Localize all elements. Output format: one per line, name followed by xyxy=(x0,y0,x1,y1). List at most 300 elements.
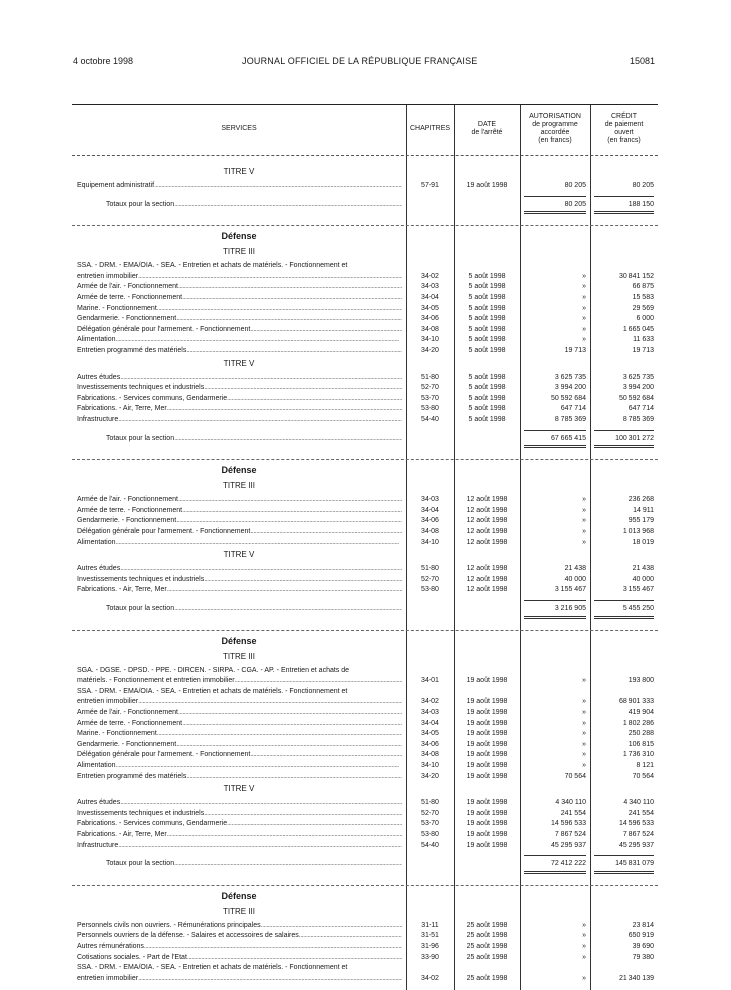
row-service-label: Entretien programmé des matériels ..... xyxy=(77,772,402,782)
row-autorisation: » xyxy=(582,751,586,759)
row-chapitre: 34-10 xyxy=(421,762,439,769)
table-row xyxy=(72,676,658,686)
row-credit: 6 000 xyxy=(636,315,654,323)
row-chapitre: 34-06 xyxy=(421,517,439,525)
table-row xyxy=(72,538,658,548)
row-chapitre: 34-04 xyxy=(421,719,439,727)
col-header-credit xyxy=(590,105,658,153)
total-rule xyxy=(524,430,586,431)
row-date: 12 août 1998 xyxy=(466,565,508,573)
row-autorisation: » xyxy=(582,315,586,323)
total-rule xyxy=(594,855,654,856)
total-rule xyxy=(594,196,654,197)
row-date: 5 août 1998 xyxy=(468,283,506,291)
row-date: 19 août 1998 xyxy=(466,182,508,189)
total-row xyxy=(72,859,658,869)
row-credit: 955 179 xyxy=(628,517,654,525)
row-date: 12 août 1998 xyxy=(466,575,508,583)
row-credit: 1 736 310 xyxy=(622,751,654,759)
row-chapitre: 34-02 xyxy=(421,974,439,982)
row-autorisation: » xyxy=(582,336,586,344)
row-date: 5 août 1998 xyxy=(468,315,506,323)
appropriations-table xyxy=(72,104,658,990)
row-date: 12 août 1998 xyxy=(466,517,508,525)
table-row xyxy=(72,687,658,697)
row-service-label: Armée de terre. - Fonctionnement ..... xyxy=(77,506,402,516)
row-chapitre: 34-04 xyxy=(421,506,439,514)
row-credit: 21 438 xyxy=(632,565,654,573)
table-row xyxy=(72,314,658,324)
table-row xyxy=(72,921,658,931)
row-credit: 70 564 xyxy=(632,772,654,780)
table-row xyxy=(72,564,658,574)
row-credit: 40 000 xyxy=(632,575,654,583)
col-auth-unit: (en francs) xyxy=(538,137,572,144)
row-chapitre: 34-04 xyxy=(421,294,439,301)
row-credit: 79 380 xyxy=(632,953,654,961)
page-header xyxy=(0,56,731,70)
titre-heading: TITRE V xyxy=(223,167,255,176)
row-service-label: Entretien programmé des matériels ..... xyxy=(77,346,402,356)
col-credit-sublabel: de paiement xyxy=(604,121,644,128)
row-date: 5 août 1998 xyxy=(468,347,506,354)
row-date: 5 août 1998 xyxy=(468,373,506,381)
row-date: 5 août 1998 xyxy=(468,394,506,402)
row-autorisation: 50 592 684 xyxy=(550,394,586,402)
titre-heading: TITRE V xyxy=(223,784,255,794)
row-service-label: Délégation générale pour l'armement. - Fonctionnement ..... xyxy=(77,527,402,537)
row-date: 19 août 1998 xyxy=(466,820,508,828)
row-date: 5 août 1998 xyxy=(468,294,506,301)
row-service-label: Alimentation ..... xyxy=(77,761,402,771)
row-credit: 7 867 524 xyxy=(622,831,654,838)
table-row xyxy=(72,798,658,808)
row-service-label: Armée de l'air. - Fonctionnement ..... xyxy=(77,708,402,718)
row-service-label: Autres études ..... xyxy=(77,373,402,383)
row-credit: 18 019 xyxy=(632,538,654,546)
row-date: 19 août 1998 xyxy=(466,677,508,685)
total-label: Totaux pour la section ..... xyxy=(106,434,402,444)
row-date: 5 août 1998 xyxy=(468,325,506,333)
row-service-label: Alimentation ..... xyxy=(77,538,402,548)
table-row xyxy=(72,585,658,595)
row-service-label: Fabrications. - Air, Terre, Mer ..... xyxy=(77,830,402,840)
table-row xyxy=(72,346,658,356)
row-chapitre: 33-90 xyxy=(421,953,439,961)
row-credit: 3 155 467 xyxy=(622,586,654,594)
row-chapitre: 51-80 xyxy=(421,373,439,381)
row-credit: 14 596 533 xyxy=(618,820,654,828)
row-chapitre: 53-70 xyxy=(421,820,439,828)
row-chapitre: 31-51 xyxy=(421,932,439,940)
row-date: 19 août 1998 xyxy=(466,841,508,849)
total-label: Totaux pour la section ..... xyxy=(106,604,402,614)
row-autorisation: » xyxy=(582,325,586,333)
table-row xyxy=(72,335,658,345)
total-autorisation: 3 216 905 xyxy=(554,605,586,612)
row-autorisation: » xyxy=(582,740,586,748)
row-chapitre: 53-70 xyxy=(421,394,439,402)
row-chapitre: 57-91 xyxy=(421,182,439,189)
table-row xyxy=(72,931,658,941)
row-autorisation: » xyxy=(582,272,586,280)
row-autorisation: » xyxy=(582,528,586,535)
row-service-label: Gendarmerie. - Fonctionnement ..... xyxy=(77,516,402,526)
section-heading: Défense xyxy=(221,890,257,901)
row-autorisation: » xyxy=(582,506,586,514)
table-row xyxy=(72,740,658,750)
row-service-label: Marine. - Fonctionnement ..... xyxy=(77,729,402,739)
row-autorisation: 4 340 110 xyxy=(555,799,586,807)
row-chapitre: 51-80 xyxy=(421,799,439,807)
row-credit: 11 633 xyxy=(633,336,654,344)
col-header-date xyxy=(454,105,520,153)
row-service-label: Infrastructure ..... xyxy=(77,415,402,425)
row-date: 25 août 1998 xyxy=(466,974,508,982)
row-autorisation: » xyxy=(582,762,586,769)
row-credit: 21 340 139 xyxy=(618,974,654,982)
row-chapitre: 34-08 xyxy=(421,751,439,759)
row-credit: 19 713 xyxy=(632,347,654,354)
row-autorisation: » xyxy=(582,496,586,504)
table-row xyxy=(72,575,658,585)
table-row xyxy=(72,761,658,771)
row-autorisation: » xyxy=(582,719,586,727)
titre-heading: TITRE III xyxy=(223,651,255,661)
row-chapitre: 34-03 xyxy=(421,709,439,716)
row-autorisation: 80 205 xyxy=(564,182,586,189)
row-credit: 68 901 333 xyxy=(618,698,654,706)
col-credit-unit: (en francs) xyxy=(607,137,641,144)
row-service-label: Fabrications. - Services communs, Gendarmerie ..... xyxy=(77,819,402,829)
row-service-label: Equipement administratif ..... xyxy=(77,181,402,191)
table-row xyxy=(72,953,658,963)
total-rule xyxy=(524,855,586,856)
section-heading: Défense xyxy=(221,465,257,476)
row-date: 19 août 1998 xyxy=(466,740,508,748)
total-credit: 100 301 272 xyxy=(615,434,654,442)
col-header-chapitres xyxy=(406,105,454,153)
row-autorisation: 3 994 200 xyxy=(554,384,586,392)
total-row xyxy=(72,434,658,444)
row-credit: 14 911 xyxy=(633,506,654,514)
row-date: 5 août 1998 xyxy=(468,304,506,312)
row-chapitre: 53-80 xyxy=(421,586,439,594)
row-chapitre: 52-70 xyxy=(421,384,439,392)
total-rule xyxy=(594,430,654,431)
table-row xyxy=(72,841,658,851)
row-chapitre: 34-02 xyxy=(421,698,439,706)
row-service-label: SSA. - DRM. - EMA/OIA. - SEA. - Entretien et achats de matériels. - Fonctionnement et xyxy=(77,964,348,972)
row-credit: 193 800 xyxy=(628,677,654,685)
table-row xyxy=(72,181,658,191)
row-chapitre: 34-20 xyxy=(421,347,439,354)
table-row xyxy=(72,719,658,729)
row-credit: 30 841 152 xyxy=(618,272,654,280)
table-row xyxy=(72,666,658,676)
row-chapitre: 34-08 xyxy=(421,325,439,333)
row-service-label: Armée de l'air. - Fonctionnement ..... xyxy=(77,282,402,292)
row-service-label: Armée de terre. - Fonctionnement ..... xyxy=(77,719,402,729)
col-auth-sublabel: accordée xyxy=(540,129,570,136)
section-separator xyxy=(72,225,658,226)
row-credit: 250 288 xyxy=(628,730,654,738)
col-credit-label: CRÉDIT xyxy=(610,113,638,120)
row-credit: 1 013 968 xyxy=(622,528,654,535)
col-chapitres-label: CHAPITRES xyxy=(409,125,451,132)
row-chapitre: 34-05 xyxy=(421,730,439,738)
row-chapitre: 34-10 xyxy=(421,336,439,344)
table-row xyxy=(72,495,658,505)
col-credit-sublabel: ouvert xyxy=(614,129,634,136)
table-row xyxy=(72,729,658,739)
row-autorisation: 70 564 xyxy=(564,772,586,780)
row-date: 19 août 1998 xyxy=(466,709,508,716)
row-date: 19 août 1998 xyxy=(466,809,508,817)
titre-heading: TITRE V xyxy=(223,550,255,560)
table-row xyxy=(72,415,658,425)
row-date: 19 août 1998 xyxy=(466,751,508,759)
row-credit: 23 814 xyxy=(632,921,654,929)
row-chapitre: 34-03 xyxy=(421,283,439,291)
row-autorisation: » xyxy=(582,974,586,982)
row-service-label: Autres études ..... xyxy=(77,798,402,808)
section-heading: Défense xyxy=(221,231,257,242)
row-chapitre: 34-06 xyxy=(421,315,439,323)
row-service-label: Alimentation ..... xyxy=(77,335,402,345)
row-date: 19 août 1998 xyxy=(466,762,508,769)
row-date: 5 août 1998 xyxy=(468,405,506,413)
total-autorisation: 72 412 222 xyxy=(550,860,586,868)
row-service-label: entretien immobilier ..... xyxy=(77,697,402,707)
table-row xyxy=(72,506,658,516)
row-service-label: entretien immobilier ..... xyxy=(77,974,402,984)
row-service-label: Fabrications. - Air, Terre, Mer ..... xyxy=(77,585,402,595)
total-credit: 5 455 250 xyxy=(622,605,654,612)
total-row xyxy=(72,200,658,210)
titre-heading: TITRE V xyxy=(223,358,255,368)
row-chapitre: 34-01 xyxy=(421,677,439,685)
row-date: 5 août 1998 xyxy=(468,272,506,280)
row-autorisation: » xyxy=(582,283,586,291)
row-service-label: Délégation générale pour l'armement. - Fonctionnement ..... xyxy=(77,325,402,335)
col-date-label: DATE xyxy=(477,121,497,128)
row-autorisation: » xyxy=(582,304,586,312)
row-service-label: Investissements techniques et industriels ..... xyxy=(77,383,402,393)
row-chapitre: 34-05 xyxy=(421,304,439,312)
total-double-rule xyxy=(524,445,586,448)
table-row xyxy=(72,527,658,537)
page-number: 15081 xyxy=(629,56,655,66)
row-autorisation: » xyxy=(582,921,586,929)
row-service-label: SSA. - DRM. - EMA/OIA. - SEA. - Entretien et achats de matériels. - Fonctionnement et xyxy=(77,687,348,695)
table-row xyxy=(72,272,658,282)
total-autorisation: 67 665 415 xyxy=(550,434,586,442)
row-credit: 650 919 xyxy=(628,932,654,940)
row-date: 19 août 1998 xyxy=(466,831,508,838)
total-rule xyxy=(524,600,586,601)
total-label: Totaux pour la section ..... xyxy=(106,859,402,869)
table-row xyxy=(72,516,658,526)
row-date: 25 août 1998 xyxy=(466,953,508,961)
section-separator xyxy=(72,459,658,460)
row-credit: 50 592 684 xyxy=(618,394,654,402)
total-row xyxy=(72,604,658,614)
row-date: 25 août 1998 xyxy=(466,932,508,940)
row-credit: 39 690 xyxy=(632,943,654,950)
row-date: 5 août 1998 xyxy=(468,336,506,344)
table-row xyxy=(72,697,658,707)
row-service-label: Marine. - Fonctionnement ..... xyxy=(77,304,402,314)
row-autorisation: » xyxy=(582,517,586,525)
row-chapitre: 51-80 xyxy=(421,565,439,573)
total-double-rule xyxy=(594,616,654,619)
row-service-label: Fabrications. - Services communs, Gendarmerie ..... xyxy=(77,394,402,404)
row-credit: 4 340 110 xyxy=(623,799,654,807)
total-label: Totaux pour la section ..... xyxy=(106,200,402,210)
row-autorisation: » xyxy=(582,677,586,685)
row-credit: 419 904 xyxy=(628,709,654,716)
row-service-label: Infrastructure ..... xyxy=(77,841,402,851)
row-credit: 80 205 xyxy=(632,182,654,189)
row-date: 5 août 1998 xyxy=(468,384,506,392)
row-chapitre: 34-08 xyxy=(421,528,439,535)
row-autorisation: 21 438 xyxy=(564,565,586,573)
row-chapitre: 31-11 xyxy=(421,921,439,929)
row-credit: 3 994 200 xyxy=(622,384,654,392)
total-credit: 188 150 xyxy=(628,200,654,208)
row-autorisation: » xyxy=(582,730,586,738)
row-chapitre: 34-02 xyxy=(421,272,439,280)
table-row xyxy=(72,942,658,952)
row-autorisation: » xyxy=(582,953,586,961)
row-chapitre: 54-40 xyxy=(421,416,439,423)
row-autorisation: 647 714 xyxy=(560,405,586,413)
row-service-label: Gendarmerie. - Fonctionnement ..... xyxy=(77,740,402,750)
row-credit: 45 295 937 xyxy=(618,841,654,849)
row-date: 25 août 1998 xyxy=(466,921,508,929)
table-row xyxy=(72,819,658,829)
row-chapitre: 54-40 xyxy=(421,841,439,849)
table-row xyxy=(72,304,658,314)
row-autorisation: » xyxy=(582,932,586,940)
row-credit: 8 785 369 xyxy=(622,416,654,423)
total-double-rule xyxy=(524,616,586,619)
row-date: 12 août 1998 xyxy=(466,538,508,546)
row-date: 25 août 1998 xyxy=(466,943,508,950)
row-credit: 236 268 xyxy=(628,496,654,504)
total-rule xyxy=(594,600,654,601)
row-credit: 647 714 xyxy=(628,405,654,413)
table-row xyxy=(72,373,658,383)
header-date: 4 octobre 1998 xyxy=(73,56,134,66)
row-autorisation: » xyxy=(582,294,586,301)
section-heading: Défense xyxy=(221,635,257,646)
table-row xyxy=(72,325,658,335)
row-chapitre: 34-06 xyxy=(421,740,439,748)
row-service-label: Gendarmerie. - Fonctionnement ..... xyxy=(77,314,402,324)
row-credit: 1 665 045 xyxy=(622,325,654,333)
table-row xyxy=(72,293,658,303)
row-chapitre: 34-03 xyxy=(421,496,439,504)
row-service-label: Délégation générale pour l'armement. - Fonctionnement ..... xyxy=(77,750,402,760)
header-rule xyxy=(72,155,658,156)
row-autorisation: 241 554 xyxy=(560,809,586,817)
total-double-rule xyxy=(524,211,586,214)
row-autorisation: 3 155 467 xyxy=(554,586,586,594)
titre-heading: TITRE III xyxy=(223,481,255,491)
row-service-label: Personnels ouvriers de la défense. - Salaires et accessoires de salaires ..... xyxy=(77,931,402,941)
section-separator xyxy=(72,885,658,886)
col-header-services xyxy=(72,105,406,153)
section-separator xyxy=(72,630,658,631)
table-row xyxy=(72,809,658,819)
row-credit: 106 815 xyxy=(628,740,654,748)
row-date: 12 août 1998 xyxy=(466,586,508,594)
table-row xyxy=(72,394,658,404)
row-service-label: SSA. - DRM. - EMA/OIA. - SEA. - Entretien et achats de matériels. - Fonctionnement et xyxy=(77,262,348,270)
total-rule xyxy=(524,196,586,197)
row-autorisation: 3 625 735 xyxy=(554,373,586,381)
row-date: 19 août 1998 xyxy=(466,719,508,727)
row-autorisation: » xyxy=(582,698,586,706)
titre-heading: TITRE III xyxy=(223,247,255,257)
row-service-label: Autres études ..... xyxy=(77,564,402,574)
row-credit: 8 121 xyxy=(636,762,654,769)
row-service-label: Fabrications. - Air, Terre, Mer ..... xyxy=(77,404,402,414)
row-credit: 66 875 xyxy=(632,283,654,291)
row-chapitre: 34-10 xyxy=(421,538,439,546)
row-chapitre: 53-80 xyxy=(421,831,439,838)
table-row xyxy=(72,282,658,292)
col-services-label: SERVICES xyxy=(221,125,257,132)
row-date: 19 août 1998 xyxy=(466,772,508,780)
table-row xyxy=(72,772,658,782)
row-date: 19 août 1998 xyxy=(466,799,508,807)
row-service-label: Armée de terre. - Fonctionnement ..... xyxy=(77,293,402,303)
row-service-label: Investissements techniques et industriels ..... xyxy=(77,575,402,585)
table-row xyxy=(72,261,658,271)
row-autorisation: 7 867 524 xyxy=(554,831,586,838)
table-row xyxy=(72,974,658,984)
table-row xyxy=(72,963,658,973)
row-chapitre: 52-70 xyxy=(421,809,439,817)
row-credit: 241 554 xyxy=(628,809,654,817)
row-autorisation: 19 713 xyxy=(564,347,586,354)
row-service-label: SGA. - DGSE. - DPSD. - PPE. - DIRCEN. - SIRPA. - CGA. - AP. - Entretien et achats de xyxy=(77,666,350,674)
row-chapitre: 53-80 xyxy=(421,405,439,413)
total-double-rule xyxy=(594,871,654,874)
row-service-label: Investissements techniques et industriels ..... xyxy=(77,809,402,819)
row-autorisation: » xyxy=(582,943,586,950)
row-autorisation: » xyxy=(582,538,586,546)
row-credit: 1 802 286 xyxy=(622,719,654,727)
row-date: 12 août 1998 xyxy=(466,528,508,535)
row-chapitre: 52-70 xyxy=(421,575,439,583)
table-row xyxy=(72,750,658,760)
row-credit: 29 569 xyxy=(632,304,654,312)
row-service-label: Personnels civils non ouvriers. - Rémunérations principales ..... xyxy=(77,921,402,931)
row-service-label: Armée de l'air. - Fonctionnement ..... xyxy=(77,495,402,505)
row-service-label: matériels. - Fonctionnement et entretien immobilier ..... xyxy=(77,676,402,686)
row-chapitre: 31-96 xyxy=(421,943,439,950)
row-date: 5 août 1998 xyxy=(468,416,506,423)
total-double-rule xyxy=(594,211,654,214)
table-row xyxy=(72,383,658,393)
row-service-label: entretien immobilier ..... xyxy=(77,272,402,282)
row-chapitre: 34-20 xyxy=(421,772,439,780)
row-autorisation: 45 295 937 xyxy=(550,841,586,849)
